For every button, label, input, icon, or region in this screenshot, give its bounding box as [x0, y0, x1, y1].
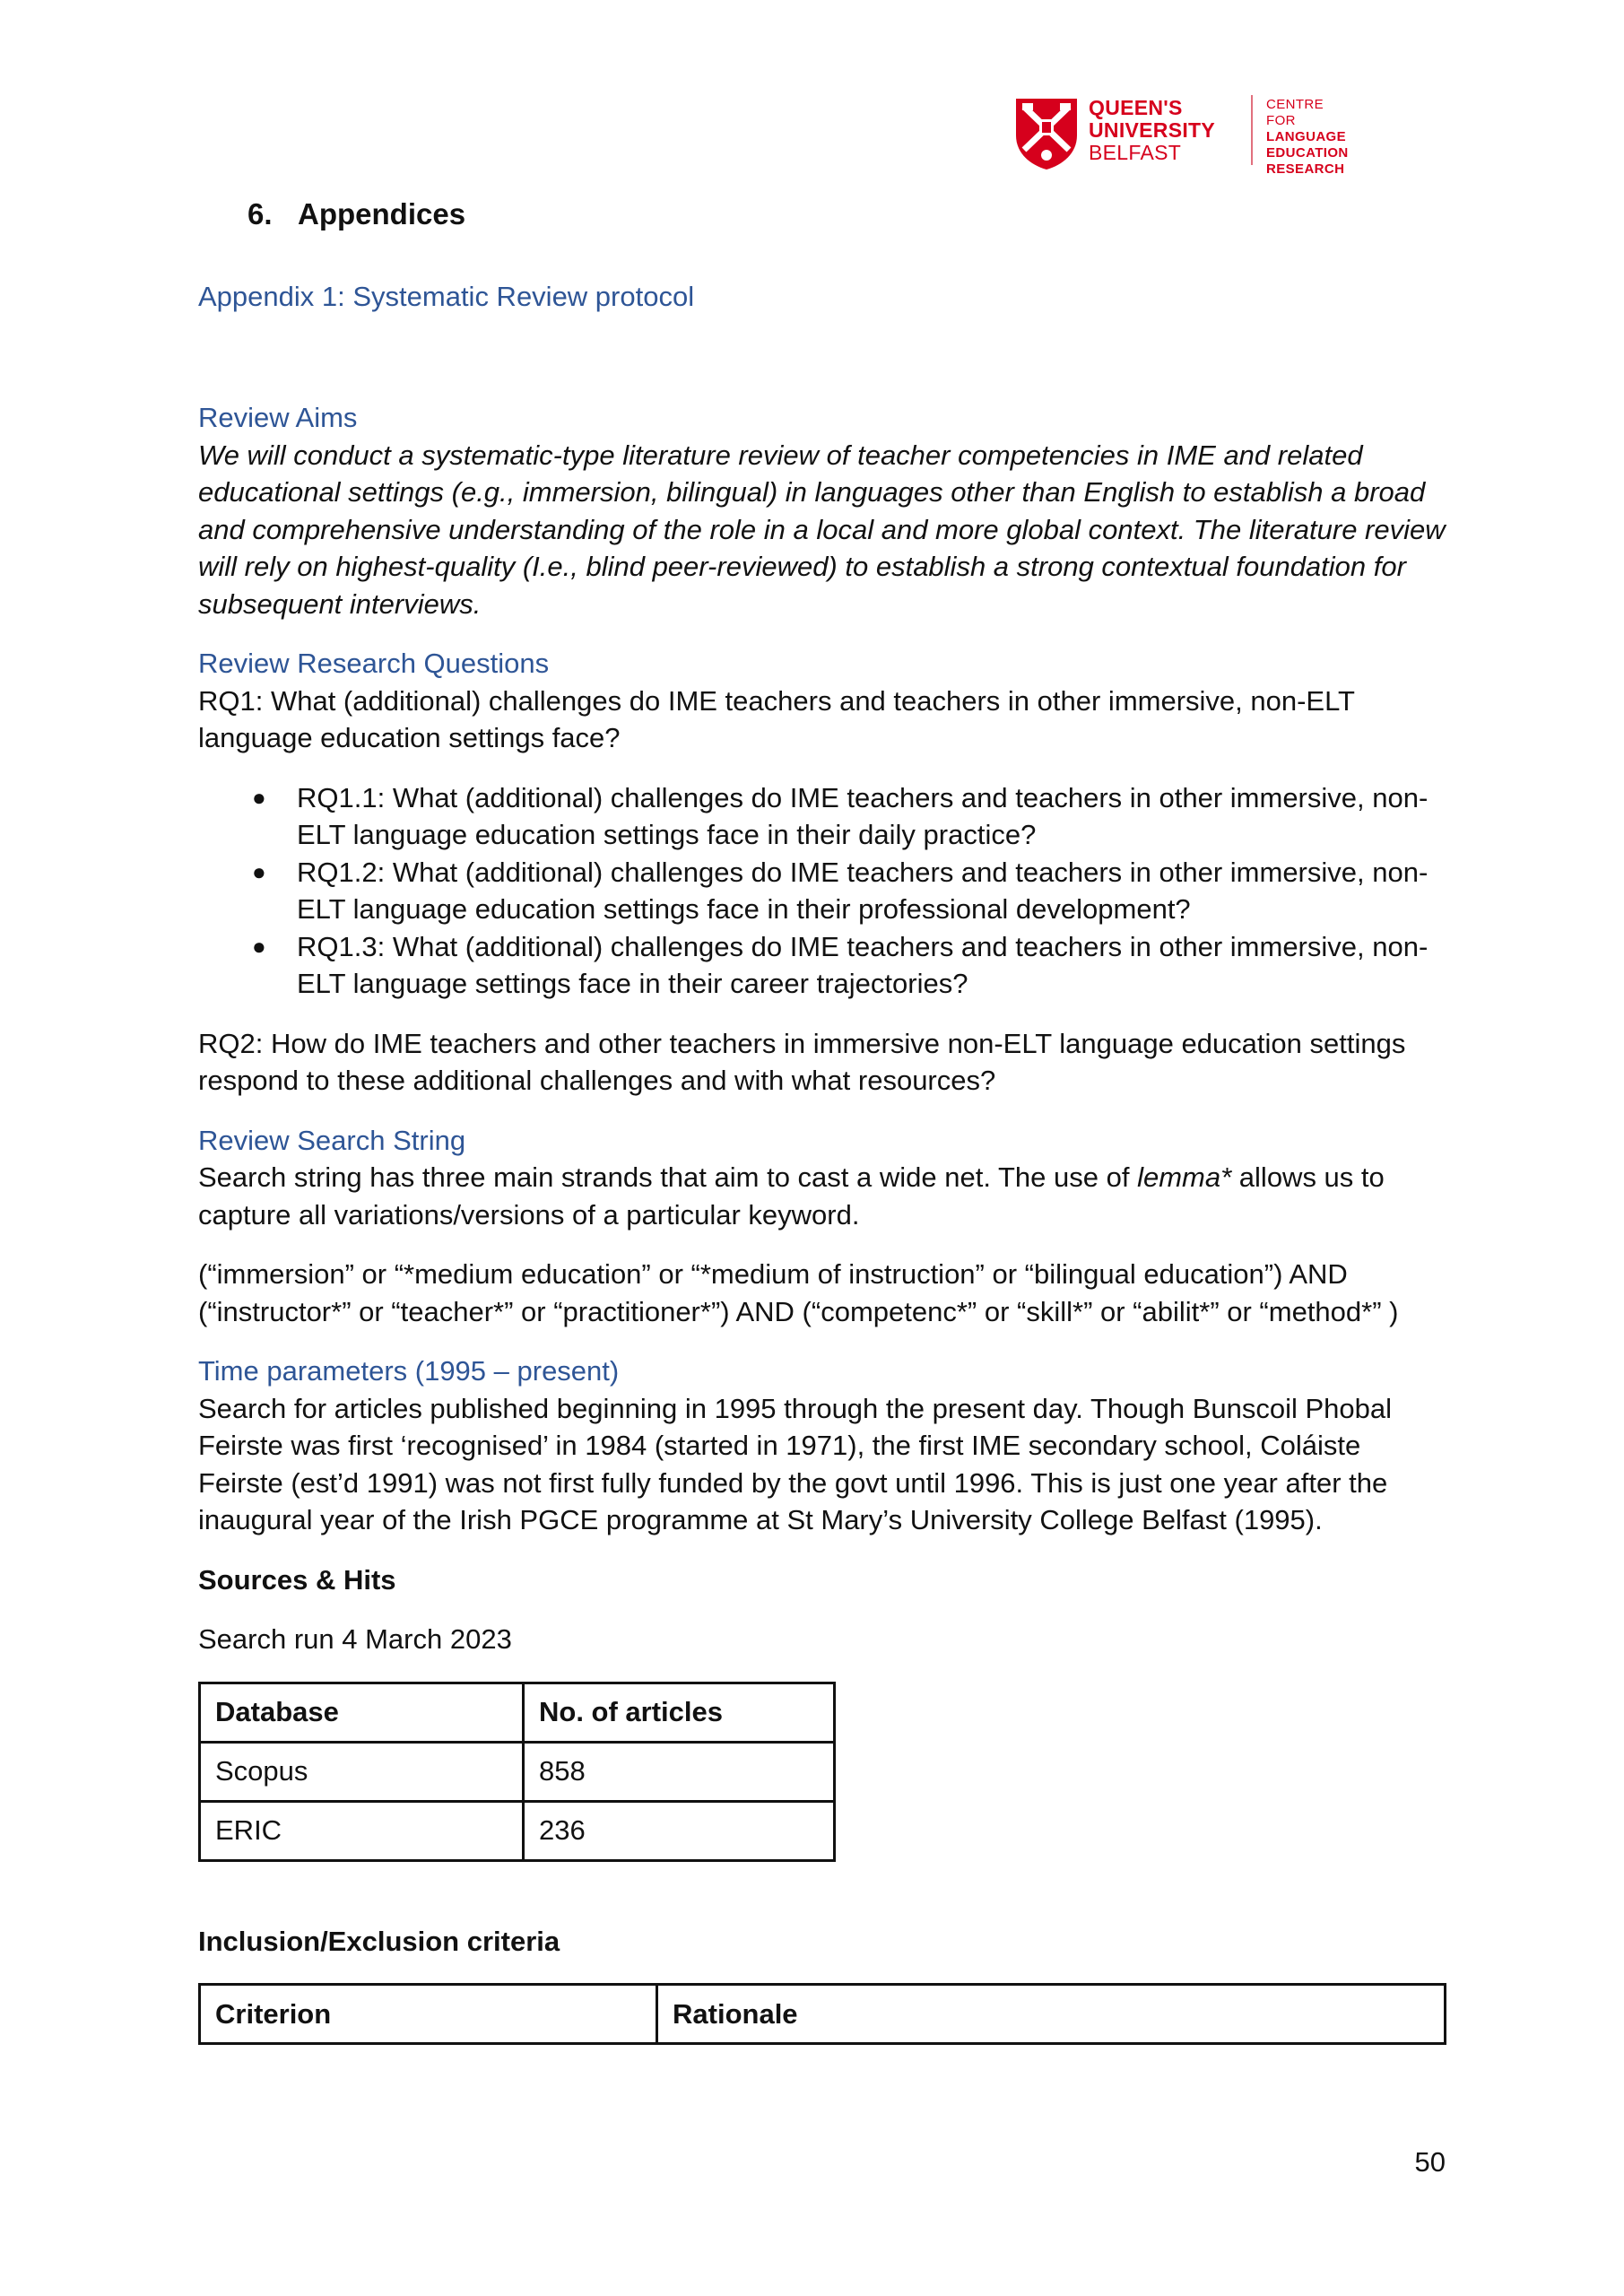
page-number: 50 [1414, 2146, 1446, 2178]
table-header-row [200, 1985, 1446, 2044]
section-title: Appendices [298, 197, 466, 230]
sources-table [198, 1682, 836, 1862]
table-header-rationale: Rationale [657, 1985, 1446, 2044]
logo-divider [1251, 95, 1253, 165]
table-cell: ERIC [200, 1801, 524, 1860]
appendix-title: Appendix 1: Systematic Review protocol [198, 280, 695, 312]
bullet-icon: ● [252, 857, 266, 885]
rq1-2-text: RQ1.2: What (additional) challenges do IME teachers and teachers in other immersive, non-ELT language education settings face in their professional development? [297, 856, 1429, 925]
table-header-database: Database [200, 1683, 524, 1742]
logo-line-university: UNIVERSITY [1089, 118, 1216, 142]
list-item [198, 928, 1446, 1003]
table-row [200, 1742, 835, 1801]
table-cell: 858 [524, 1742, 835, 1801]
bullet-icon: ● [252, 783, 266, 811]
search-run-date: Search run 4 March 2023 [198, 1623, 512, 1655]
logo-line-belfast: BELFAST [1089, 141, 1182, 164]
centre-line-1: CENTRE FOR [1266, 97, 1324, 128]
aims-heading: Review Aims [198, 402, 358, 433]
search-string: (“immersion” or “*medium education” or “*medium of instruction” or “bilingual education”) AND (“instructor*” or “teacher*” or “practitioner*”) AND (“competenc*” or “skill*” or “abilit*” or “method*” ) [198, 1258, 1399, 1327]
bullet-icon: ● [252, 932, 266, 960]
university-logo [1013, 93, 1354, 177]
table-row [200, 1801, 835, 1860]
university-name [1089, 97, 1215, 164]
criteria-heading: Inclusion/Exclusion criteria [198, 1925, 560, 1957]
rq1-1-text: RQ1.1: What (additional) challenges do IME teachers and teachers in other immersive, non-ELT language education settings face in their daily practice? [297, 781, 1429, 850]
logo-line-queens: QUEEN'S [1089, 96, 1183, 119]
search-description [198, 1159, 1446, 1233]
search-text-before: Search string has three main strands that aim to cast a wide net. The use of [198, 1161, 1138, 1193]
rq1-text: RQ1: What (additional) challenges do IME teachers and teachers in other immersive, non-ELT language education settings face? [198, 684, 1355, 753]
table-header-criterion: Criterion [200, 1985, 657, 2044]
centre-name [1266, 97, 1354, 178]
criteria-table [198, 1983, 1446, 2045]
search-heading: Review Search String [198, 1124, 466, 1156]
rq2-text: RQ2: How do IME teachers and other teachers in immersive non-ELT language education settings respond to these additional challenges and with what resources? [198, 1027, 1406, 1096]
section-heading [248, 196, 1446, 233]
rq1-3-text: RQ1.3: What (additional) challenges do IME teachers and teachers in other immersive, non-ELT language settings face in their career trajectories? [297, 930, 1429, 999]
centre-line-4: RESEARCH [1266, 161, 1345, 177]
questions-heading: Review Research Questions [198, 648, 550, 679]
section-number: 6. [248, 197, 273, 230]
search-text-after: allows us to capture all variations/versions of a particular keyword. [198, 1161, 1385, 1231]
centre-line-2: LANGUAGE [1266, 129, 1347, 144]
list-item [198, 854, 1446, 928]
sub-questions-list [198, 779, 1446, 1003]
table-cell: 236 [524, 1801, 835, 1860]
table-header-row [200, 1683, 835, 1742]
time-text: Search for articles published beginning in 1995 through the present day. Though Bunscoil Phobal Feirste was first ‘recognised’ in 1984 (started in 1971), the first IME secondary school, Coláiste Feirste (est’d 1991) was not first fully funded by the govt until 1996. This is just one year after the inaugural year of the Irish PGCE programme at St Mary’s University College Belfast (1995). [198, 1392, 1393, 1535]
list-item [198, 779, 1446, 854]
time-heading: Time parameters (1995 – present) [198, 1355, 620, 1387]
table-cell: Scopus [200, 1742, 524, 1801]
table-header-articles: No. of articles [524, 1683, 835, 1742]
qub-crest-icon [1013, 96, 1080, 171]
sources-heading: Sources & Hits [198, 1563, 396, 1596]
search-text-lemma: lemma* [1137, 1161, 1232, 1193]
centre-line-3: EDUCATION [1266, 145, 1349, 161]
page-content [198, 196, 1446, 2045]
aims-text: We will conduct a systematic-type literature review of teacher competencies in IME and related educational settings (e.g., immersion, bilingual) in languages other than English to establish a broad and comprehensive understanding of the role in a local and more global context. The literature review will rely on highest-quality (I.e., blind peer-reviewed) to establish a strong contextual foundation for subsequent interviews. [198, 439, 1446, 620]
